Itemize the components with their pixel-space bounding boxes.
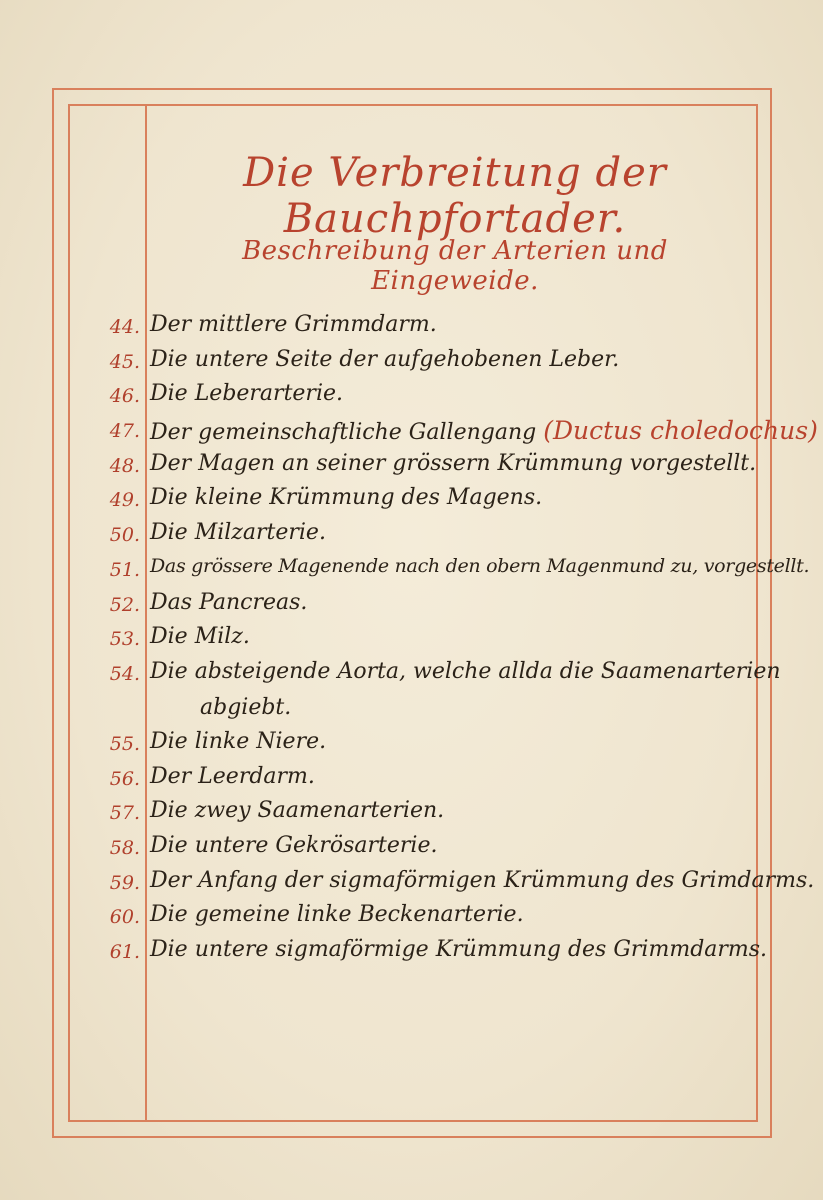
entry-text: Die Leberarterie. xyxy=(150,381,343,407)
list-item xyxy=(0,379,823,414)
entry-number: 53. xyxy=(109,628,140,651)
list-item xyxy=(0,518,823,553)
entry-list xyxy=(0,310,823,970)
entry-text: Die untere Gekrösarterie. xyxy=(150,832,438,858)
entry-number: 48. xyxy=(109,454,140,477)
entry-text: Der Anfang der sigmaförmigen Krümmung des Grimdarms. xyxy=(150,867,815,893)
entry-text: Der Leerdarm. xyxy=(150,763,315,789)
list-item xyxy=(0,866,823,901)
list-item xyxy=(0,310,823,345)
entry-text: Die gemeine linke Beckenarterie. xyxy=(150,902,524,928)
page-title: Die Verbreitung der Bauchpfortader. xyxy=(243,150,667,242)
entry-text: Die Milzarterie. xyxy=(150,520,326,546)
list-item xyxy=(0,796,823,831)
entry-text: Die Milz. xyxy=(150,624,250,650)
entry-number: 51. xyxy=(109,558,140,581)
latin-term: (Ductus choledochus) xyxy=(543,416,818,446)
list-item xyxy=(0,657,823,727)
entry-text: Die absteigende Aorta, welche allda die Saamenarterien xyxy=(150,658,781,684)
entry-number: 56. xyxy=(109,767,140,790)
entry-number: 61. xyxy=(109,941,140,963)
page-subtitle: Beschreibung der Arterien und Eingeweide. xyxy=(242,236,668,296)
entry-text: Das Pancreas. xyxy=(150,589,308,615)
entry-number: 50. xyxy=(109,524,140,547)
entry-number: 59. xyxy=(109,871,140,894)
list-item xyxy=(0,483,823,518)
entry-number: 44. xyxy=(109,316,140,338)
list-item xyxy=(0,553,823,588)
entry-text: Der Magen an seiner grössern Krümmung vorgestellt. xyxy=(150,450,757,476)
entry-text: Die zwey Saamenarterien. xyxy=(150,798,445,824)
entry-text: Der gemeinschaftliche Gallengang xyxy=(150,420,537,446)
entry-number: 49. xyxy=(109,489,140,512)
entry-number: 58. xyxy=(109,836,140,859)
entry-number: 54. xyxy=(109,662,140,685)
entry-text: Die untere Seite der aufgehobenen Leber. xyxy=(150,346,620,372)
entry-text-with-latin xyxy=(150,416,818,446)
entry-text: Die linke Niere. xyxy=(150,728,327,754)
entry-number: 45. xyxy=(109,350,140,373)
entry-number: 46. xyxy=(109,385,140,408)
entry-text: Die untere sigmaförmige Krümmung des Grimmdarms. xyxy=(150,937,768,962)
list-item xyxy=(0,762,823,797)
entry-number: 60. xyxy=(109,906,140,929)
entry-number: 47. xyxy=(109,420,140,443)
list-item xyxy=(0,831,823,866)
list-item xyxy=(0,727,823,762)
entry-text: Der mittlere Grimmdarm. xyxy=(150,312,437,337)
list-item xyxy=(0,622,823,657)
list-item xyxy=(0,345,823,380)
list-item xyxy=(0,588,823,623)
list-item xyxy=(0,414,823,449)
entry-text: Die kleine Krümmung des Magens. xyxy=(150,485,543,511)
list-item xyxy=(0,935,823,970)
entry-continuation: abgiebt. xyxy=(200,694,292,720)
list-item xyxy=(0,449,823,484)
list-item xyxy=(0,900,823,935)
entry-number: 57. xyxy=(109,802,140,825)
entry-text: Das grössere Magenende nach den obern Magenmund zu, vorgestellt. xyxy=(150,554,810,577)
entry-number: 55. xyxy=(109,732,140,755)
entry-number: 52. xyxy=(109,593,140,616)
